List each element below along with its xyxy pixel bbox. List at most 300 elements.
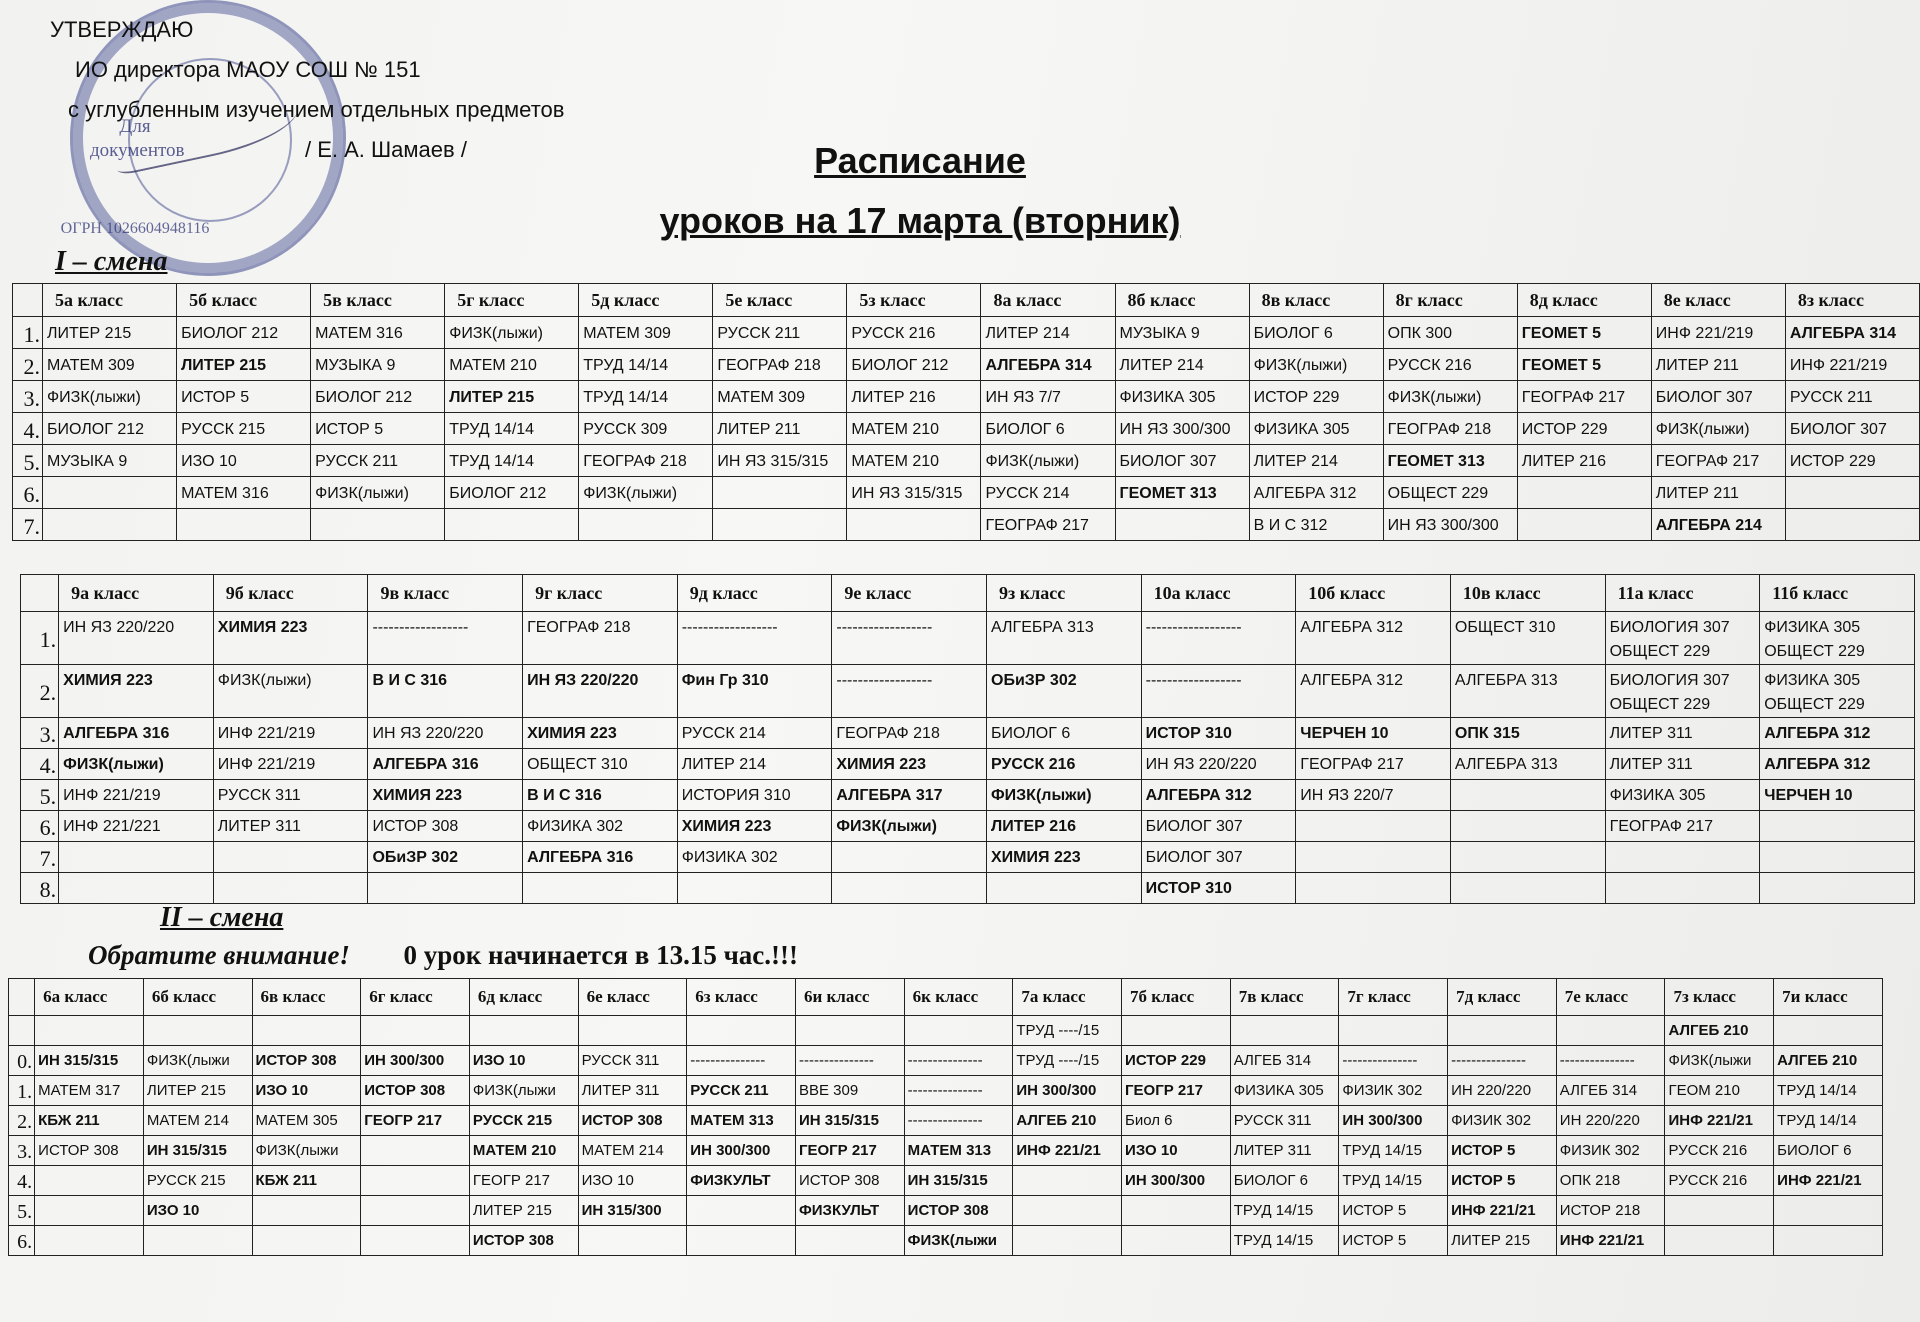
- lesson-cell: [1448, 1226, 1557, 1256]
- lesson-cell: [361, 1106, 470, 1136]
- lesson-text: ИЗО 10: [181, 453, 237, 470]
- lesson-text: ИН 300/300: [364, 1052, 445, 1069]
- notice: [88, 940, 798, 971]
- lesson-row: [13, 445, 1920, 477]
- lesson-text: ГЕОГРАФ 217: [1521, 389, 1626, 406]
- header-corner: [21, 575, 59, 612]
- lesson-text: ИЗО 10: [472, 1052, 526, 1069]
- lesson-text: ФИЗИКА 305: [1119, 389, 1216, 406]
- lesson-cell: [713, 349, 847, 381]
- lesson-cell: [1651, 477, 1785, 509]
- lesson-text: БИОЛОГ 212: [47, 421, 145, 438]
- lesson-row: [9, 1226, 1883, 1256]
- lesson-cell: [987, 718, 1142, 749]
- lesson-text: ИСТОР 310: [1145, 880, 1232, 897]
- lesson-cell: [1383, 381, 1517, 413]
- lesson-cell: [1141, 873, 1296, 904]
- lesson-cell: [311, 381, 445, 413]
- lesson-text: ОБЩЕСТ 310: [527, 756, 628, 773]
- lesson-cell: [795, 1166, 904, 1196]
- class-header: 6з класс: [687, 979, 796, 1016]
- lesson-text: АЛГЕБРА 314: [1789, 325, 1897, 342]
- lesson-text: ------------------: [836, 672, 933, 689]
- lesson-number: 1.: [9, 1076, 35, 1106]
- lesson-cell: [1249, 445, 1383, 477]
- lesson-cell: [795, 1076, 904, 1106]
- lesson-text: ИНФ 221/21: [1451, 1202, 1536, 1219]
- lesson-cell: [252, 1136, 361, 1166]
- lesson-cell: [904, 1076, 1013, 1106]
- lesson-text: ЛИТЕР 311: [1609, 756, 1693, 773]
- lesson-cell: [1450, 780, 1605, 811]
- lesson-cell: [847, 317, 981, 349]
- lesson-cell: [795, 1046, 904, 1076]
- lesson-cell: [1296, 718, 1451, 749]
- lesson-cell: [713, 413, 847, 445]
- lesson-cell: [713, 317, 847, 349]
- lesson-cell: [59, 873, 214, 904]
- lesson-text: ИСТОР 229: [1125, 1052, 1206, 1069]
- lesson-text: РУССК 311: [581, 1052, 660, 1069]
- lesson-text: ФИЗК(лыжи: [255, 1142, 339, 1159]
- lesson-number: 1.: [13, 317, 43, 349]
- lesson-cell: [1760, 749, 1915, 780]
- lesson-text: ИН ЯЗ 315/315: [851, 485, 963, 502]
- lesson-text-secondary: ОБЩЕСТ 229: [1609, 696, 1711, 713]
- lesson-text: ФИЗК(лыжи): [449, 325, 543, 342]
- lesson-cell: [368, 873, 523, 904]
- lesson-number: 2.: [13, 349, 43, 381]
- lesson-cell: [43, 509, 177, 541]
- lesson-text: МАТЕМ 309: [47, 357, 135, 374]
- lesson-text: ИН ЯЗ 315/315: [717, 453, 829, 470]
- lesson-text: ИНФ 221/219: [1789, 357, 1888, 374]
- lesson-text: ФИЗК(лыжи: [472, 1082, 556, 1099]
- lesson-cell: [213, 612, 368, 665]
- lesson-text: АЛГЕБРА 316: [63, 725, 170, 742]
- lesson-cell: [1339, 1166, 1448, 1196]
- lesson-cell: [1249, 349, 1383, 381]
- lesson-cell: [43, 445, 177, 477]
- lesson-number: 4.: [9, 1166, 35, 1196]
- lesson-cell: [578, 1046, 687, 1076]
- lesson-text: ИНФ 221/21: [1777, 1172, 1862, 1189]
- lesson-cell: [687, 1046, 796, 1076]
- class-header: 9е класс: [832, 575, 987, 612]
- lesson-text: ФИЗК(лыжи): [63, 756, 164, 773]
- class-header: 7и класс: [1774, 979, 1883, 1016]
- lesson-cell: [847, 381, 981, 413]
- lesson-row: [9, 1166, 1883, 1196]
- lesson-cell: [1517, 381, 1651, 413]
- lesson-cell: [361, 1016, 470, 1046]
- lesson-cell: [578, 1196, 687, 1226]
- lesson-text: МАТЕМ 313: [907, 1142, 992, 1159]
- lesson-cell: [1785, 477, 1919, 509]
- lesson-cell: [578, 1016, 687, 1046]
- lesson-text: АЛГЕБРА 312: [1300, 619, 1404, 636]
- lesson-cell: [1339, 1046, 1448, 1076]
- lesson-cell: [143, 1196, 252, 1226]
- lesson-cell: [579, 413, 713, 445]
- lesson-row: [13, 477, 1920, 509]
- lesson-cell: [981, 381, 1115, 413]
- class-header: 8д класс: [1517, 284, 1651, 317]
- lesson-text: АЛГЕБ 210: [1016, 1112, 1097, 1129]
- lesson-cell: [981, 509, 1115, 541]
- lesson-text: ИЗО 10: [146, 1202, 200, 1219]
- lesson-cell: [1249, 317, 1383, 349]
- lesson-cell: [1383, 349, 1517, 381]
- lesson-cell: [311, 509, 445, 541]
- lesson-number: 3.: [13, 381, 43, 413]
- lesson-text: АЛГЕБ 314: [1559, 1082, 1638, 1099]
- lesson-text: ГЕОМЕТ 313: [1387, 453, 1485, 470]
- lesson-text: ХИМИЯ 223: [217, 619, 308, 636]
- lesson-cell: [1774, 1016, 1883, 1046]
- lesson-cell: [523, 873, 678, 904]
- lesson-cell: [579, 509, 713, 541]
- lesson-cell: [143, 1016, 252, 1046]
- lesson-text: РУССК 216: [1668, 1172, 1748, 1189]
- lesson-text: РУССК 215: [472, 1112, 553, 1129]
- lesson-text: РУССК 311: [217, 787, 301, 804]
- lesson-cell: [579, 317, 713, 349]
- lesson-text: РУССК 214: [985, 485, 1070, 502]
- lesson-text: ОБЩЕСТ 310: [1454, 619, 1556, 636]
- lesson-cell: [1141, 665, 1296, 718]
- lesson-text: ИН ЯЗ 220/220: [527, 672, 639, 689]
- lesson-text: ОПК 300: [1387, 325, 1453, 342]
- lesson-text: ИН 315/315: [146, 1142, 227, 1159]
- lesson-cell: [311, 413, 445, 445]
- lesson-cell: [1665, 1016, 1774, 1046]
- lesson-text: ИСТОР 308: [364, 1082, 446, 1099]
- lesson-text: ИСТОР 5: [181, 389, 250, 406]
- page-title: Расписание: [814, 140, 1026, 181]
- lesson-cell: [795, 1136, 904, 1166]
- lesson-cell: [904, 1166, 1013, 1196]
- lesson-cell: [1785, 445, 1919, 477]
- lesson-text: АЛГЕБРА 214: [1655, 517, 1762, 534]
- lesson-cell: [1448, 1196, 1557, 1226]
- lesson-cell: [143, 1136, 252, 1166]
- lesson-text: ЛИТЕР 211: [717, 421, 801, 438]
- lesson-cell: [1517, 349, 1651, 381]
- lesson-text: БИОЛОГ 212: [181, 325, 279, 342]
- lesson-text-secondary: ОБЩЕСТ 229: [1764, 643, 1865, 660]
- lesson-text: ХИМИЯ 223: [372, 787, 463, 804]
- lesson-text: ФИЗИКА 302: [527, 818, 624, 835]
- lesson-text: ТРУД 14/15: [1233, 1202, 1314, 1219]
- lesson-row: [9, 1016, 1883, 1046]
- lesson-cell: [687, 1226, 796, 1256]
- lesson-text: ФИЗК(лыжи): [836, 818, 937, 835]
- lesson-cell: [904, 1226, 1013, 1256]
- lesson-text: ИСТОР 5: [1342, 1232, 1407, 1249]
- page-subtitle: уроков на 17 марта (вторник): [659, 200, 1181, 241]
- lesson-cell: [1760, 780, 1915, 811]
- lesson-text: ЛИТЕР 214: [985, 325, 1070, 342]
- lesson-cell: [368, 749, 523, 780]
- lesson-text: ОБЩЕСТ 229: [1387, 485, 1489, 502]
- lesson-cell: [579, 477, 713, 509]
- lesson-text: МАТЕМ 210: [472, 1142, 557, 1159]
- lesson-cell: [1774, 1136, 1883, 1166]
- lesson-text: ИН 220/220: [1451, 1082, 1532, 1099]
- lesson-cell: [1651, 381, 1785, 413]
- lesson-cell: [1556, 1076, 1665, 1106]
- lesson-cell: [1450, 873, 1605, 904]
- lesson-text: КБЖ 211: [255, 1172, 318, 1189]
- lesson-cell: [1122, 1106, 1231, 1136]
- lesson-cell: [361, 1196, 470, 1226]
- lesson-cell: [35, 1196, 144, 1226]
- lesson-cell: [1785, 349, 1919, 381]
- notice-text: 0 урок начинается в 13.15 час.!!!: [403, 940, 799, 970]
- lesson-cell: [1122, 1166, 1231, 1196]
- class-header: 8а класс: [981, 284, 1115, 317]
- lesson-text: МАТЕМ 316: [181, 485, 269, 502]
- lesson-row: [9, 1196, 1883, 1226]
- lesson-cell: [252, 1016, 361, 1046]
- lesson-cell: [578, 1136, 687, 1166]
- class-header: 7з класс: [1665, 979, 1774, 1016]
- class-header: 5е класс: [713, 284, 847, 317]
- lesson-cell: [445, 509, 579, 541]
- lesson-cell: [1760, 811, 1915, 842]
- lesson-cell: [1450, 811, 1605, 842]
- lesson-row: [21, 873, 1915, 904]
- class-header: 11а класс: [1605, 575, 1760, 612]
- class-header: 10б класс: [1296, 575, 1451, 612]
- lesson-text: ГЕОГРАФ 218: [1387, 421, 1492, 438]
- lesson-cell: [987, 665, 1142, 718]
- lesson-cell: [1665, 1196, 1774, 1226]
- lesson-cell: [445, 445, 579, 477]
- lesson-cell: [1013, 1166, 1122, 1196]
- class-header: 9г класс: [523, 575, 678, 612]
- lesson-cell: [987, 749, 1142, 780]
- lesson-text: ЛИТЕР 215: [181, 357, 267, 374]
- approval-line-1: УТВЕРЖДАЮ: [50, 17, 194, 42]
- lesson-cell: [143, 1076, 252, 1106]
- class-header: 9д класс: [677, 575, 832, 612]
- approval-signer: / Е. А. Шамаев /: [305, 137, 467, 162]
- lesson-text: ХИМИЯ 223: [63, 672, 153, 689]
- lesson-cell: [1339, 1106, 1448, 1136]
- lesson-text: ГЕОМЕТ 5: [1521, 325, 1602, 342]
- lesson-text: МАТЕМ 210: [851, 421, 940, 438]
- lesson-cell: [1517, 317, 1651, 349]
- lesson-cell: [1605, 811, 1760, 842]
- class-header: 6г класс: [361, 979, 470, 1016]
- lesson-text: ИН 315/300: [581, 1202, 662, 1219]
- lesson-row: [9, 1136, 1883, 1166]
- lesson-cell: [143, 1226, 252, 1256]
- lesson-text: ИНФ 221/221: [63, 818, 161, 835]
- schedule-table-shift1-5-8: [12, 283, 1920, 541]
- lesson-cell: [469, 1106, 578, 1136]
- class-header: 9б класс: [213, 575, 368, 612]
- lesson-cell: [1115, 477, 1249, 509]
- approval-line-2: ИО директора МАОУ СОШ № 151: [75, 57, 421, 82]
- lesson-text: ЛИТЕР 214: [1253, 453, 1338, 470]
- lesson-text: ГЕОГР 217: [1125, 1082, 1203, 1099]
- lesson-cell: [1115, 349, 1249, 381]
- class-header: 5а класс: [43, 284, 177, 317]
- lesson-text: РУССК 309: [583, 421, 668, 438]
- lesson-cell: [1115, 381, 1249, 413]
- lesson-cell: [687, 1106, 796, 1136]
- lesson-cell: [1774, 1076, 1883, 1106]
- stamp-center-text: Для документов: [90, 116, 185, 161]
- lesson-cell: [1122, 1196, 1231, 1226]
- lesson-cell: [981, 349, 1115, 381]
- lesson-text: ИСТОР 308: [798, 1172, 880, 1189]
- lesson-cell: [1517, 445, 1651, 477]
- lesson-cell: [1230, 1076, 1339, 1106]
- lesson-text: ЛИТЕР 311: [1233, 1142, 1312, 1159]
- lesson-cell: [1383, 413, 1517, 445]
- lesson-text: ГЕОГР 217: [798, 1142, 877, 1159]
- class-header: 8б класс: [1115, 284, 1249, 317]
- lesson-text: БИОЛОГИЯ 307: [1609, 619, 1730, 636]
- lesson-text: ФИЗИКА 305: [1609, 787, 1706, 804]
- lesson-cell: [143, 1106, 252, 1136]
- lesson-cell: [1122, 1226, 1231, 1256]
- lesson-text: ХИМИЯ 223: [836, 756, 926, 773]
- lesson-cell: [1517, 509, 1651, 541]
- lesson-text: АЛГЕБ 210: [1668, 1022, 1749, 1039]
- lesson-text: ФИЗК(лыжи): [217, 672, 312, 689]
- lesson-text: ИН ЯЗ 220/220: [372, 725, 484, 742]
- lesson-cell: [1141, 780, 1296, 811]
- lesson-cell: [1448, 1046, 1557, 1076]
- lesson-text: ИЗО 10: [1125, 1142, 1178, 1159]
- lesson-cell: [847, 413, 981, 445]
- lesson-cell: [677, 612, 832, 665]
- lesson-text: ИСТОРИЯ 310: [681, 787, 791, 804]
- lesson-text: ТРУД ----/15: [1016, 1052, 1100, 1069]
- lesson-number: 3.: [9, 1136, 35, 1166]
- lesson-cell: [687, 1166, 796, 1196]
- lesson-text: ---------------: [1559, 1052, 1635, 1069]
- class-header: 7г класс: [1339, 979, 1448, 1016]
- lesson-cell: [987, 780, 1142, 811]
- lesson-row: [21, 842, 1915, 873]
- lesson-cell: [59, 811, 214, 842]
- lesson-cell: [1339, 1226, 1448, 1256]
- lesson-cell: [361, 1136, 470, 1166]
- lesson-cell: [445, 477, 579, 509]
- lesson-text: ЛИТЕР 311: [581, 1082, 660, 1099]
- lesson-cell: [1556, 1046, 1665, 1076]
- lesson-cell: [43, 477, 177, 509]
- lesson-cell: [1013, 1016, 1122, 1046]
- lesson-cell: [687, 1196, 796, 1226]
- lesson-text: ИНФ 221/219: [217, 725, 316, 742]
- lesson-text: ГЕОГРАФ 218: [527, 619, 631, 636]
- lesson-cell: [1665, 1136, 1774, 1166]
- lesson-text: ------------------: [836, 619, 933, 636]
- lesson-cell: [1556, 1166, 1665, 1196]
- lesson-cell: [1115, 317, 1249, 349]
- lesson-text: РУССК 211: [1789, 389, 1873, 406]
- lesson-cell: [361, 1076, 470, 1106]
- lesson-cell: [469, 1136, 578, 1166]
- lesson-number: 5.: [13, 445, 43, 477]
- lesson-cell: [1383, 445, 1517, 477]
- lesson-cell: [213, 749, 368, 780]
- lesson-cell: [687, 1136, 796, 1166]
- lesson-row: [9, 1076, 1883, 1106]
- lesson-cell: [1651, 317, 1785, 349]
- lesson-cell: [445, 413, 579, 445]
- lesson-text: АЛГЕБ 314: [1233, 1052, 1312, 1069]
- lesson-cell: [143, 1166, 252, 1196]
- lesson-cell: [1760, 665, 1915, 718]
- lesson-cell: [1141, 718, 1296, 749]
- lesson-text: ТРУД 14/15: [1233, 1232, 1314, 1249]
- lesson-cell: [252, 1046, 361, 1076]
- lesson-text: БИОЛОГИЯ 307: [1609, 672, 1730, 689]
- schedule-table-shift2-6-7: [8, 978, 1883, 1256]
- lesson-cell: [1651, 413, 1785, 445]
- lesson-text: ФИЗК(лыжи): [1387, 389, 1482, 406]
- lesson-cell: [1556, 1196, 1665, 1226]
- lesson-text: БИОЛОГ 307: [1655, 389, 1753, 406]
- lesson-cell: [1230, 1226, 1339, 1256]
- lesson-text: ИЗО 10: [255, 1082, 309, 1099]
- lesson-text: АЛГЕБРА 312: [1253, 485, 1357, 502]
- lesson-cell: [469, 1196, 578, 1226]
- lesson-cell: [523, 780, 678, 811]
- lesson-row: [21, 780, 1915, 811]
- lesson-cell: [1339, 1136, 1448, 1166]
- shift-1-label: I – смена: [55, 246, 168, 277]
- lesson-cell: [368, 780, 523, 811]
- lesson-text: ИН ЯЗ 300/300: [1119, 421, 1231, 438]
- lesson-text: РУССК 215: [181, 421, 266, 438]
- lesson-text: ------------------: [681, 619, 778, 636]
- lesson-number: 0.: [9, 1046, 35, 1076]
- lesson-text: АЛГЕБРА 312: [1764, 725, 1871, 742]
- lesson-cell: [1296, 665, 1451, 718]
- class-header: 5д класс: [579, 284, 713, 317]
- lesson-text: БИОЛОГ 6: [991, 725, 1071, 742]
- lesson-cell: [43, 317, 177, 349]
- lesson-text: МУЗЫКА 9: [47, 453, 128, 470]
- lesson-cell: [795, 1226, 904, 1256]
- lesson-text: ЛИТЕР 216: [851, 389, 936, 406]
- lesson-cell: [368, 718, 523, 749]
- lesson-text-secondary: ОБЩЕСТ 229: [1764, 696, 1865, 713]
- lesson-cell: [469, 1016, 578, 1046]
- lesson-text: ФИЗК(лыжи): [47, 389, 141, 406]
- lesson-cell: [361, 1046, 470, 1076]
- lesson-row: [13, 509, 1920, 541]
- lesson-cell: [177, 349, 311, 381]
- lesson-cell: [213, 718, 368, 749]
- lesson-cell: [1605, 780, 1760, 811]
- lesson-cell: [1249, 477, 1383, 509]
- lesson-cell: [1605, 665, 1760, 718]
- lesson-text: ФИЗК(лыжи): [991, 787, 1092, 804]
- lesson-cell: [578, 1166, 687, 1196]
- lesson-text: ---------------: [690, 1052, 766, 1069]
- lesson-text: АЛГЕБРА 313: [1454, 756, 1558, 773]
